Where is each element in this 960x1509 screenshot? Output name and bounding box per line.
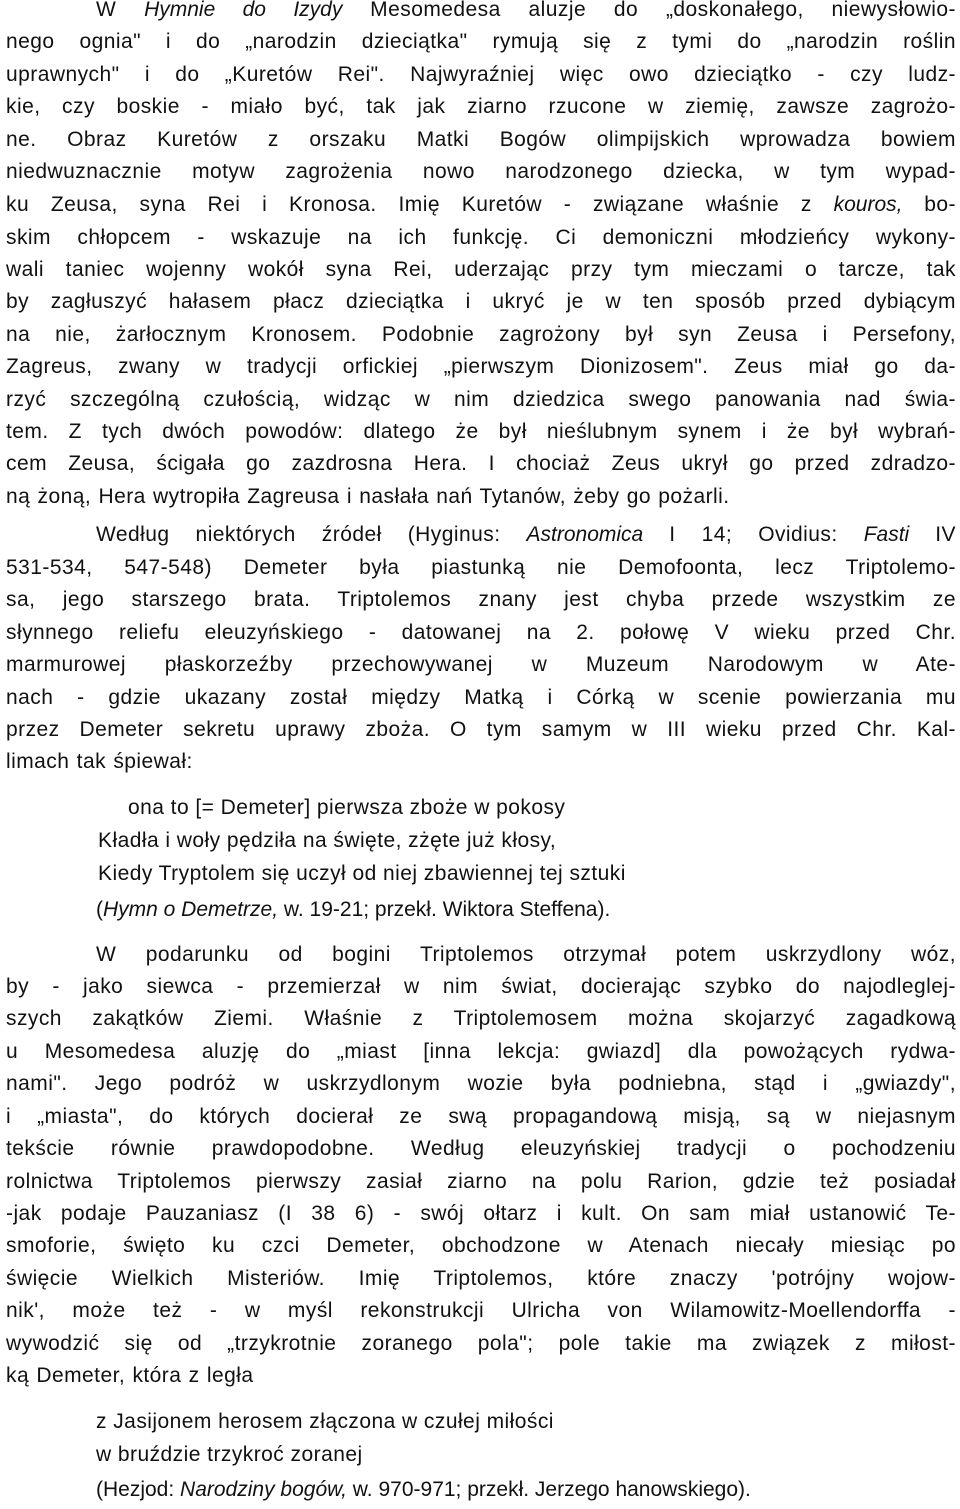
text-span: IV [909,523,956,546]
text-line: limach tak śpiewał: [6,750,193,773]
text-line: święcie Wielkich Misteriów. Imię Triptolemos, które znaczy 'potrójny wojow- [6,1267,956,1290]
text-line: nego ognia" i do „narodzin dzieciątka" rymują się z tymi do „narodzin roślin [6,30,956,53]
text-line: szych zakątków Ziemi. Właśnie z Triptolemosem można skojarzyć zagadkową [6,1007,956,1030]
italic-term: kouros, [833,193,903,216]
text-line: cem Zeusa, ścigała go zazdrosna Hera. I chociaż Zeus ukrył go przed zdradzo- [6,452,956,475]
text-span: w. 970-971; przekł. Jerzego hanowskiego). [346,1478,751,1501]
verse-line: w bruździe trzykroć zoranej [96,1443,363,1466]
text-line: marmurowej płaskorzeźby przechowywanej w Muzeum Narodowym w Ate- [6,653,956,676]
verse-line: Kiedy Tryptolem się uczył od niej zbawiennej tej sztuki [98,862,626,885]
text-line: uprawnych" i do „Kuretów Rei". Najwyraźniej więc owo dzieciątko - czy ludz- [6,63,956,86]
verse-line: Kładła i woły pędziła na święte, zżęte już kłosy, [98,829,557,852]
text-span: (Hezjod: [96,1478,181,1501]
text-line: ką Demeter, która z legła [6,1364,254,1387]
quote-citation [96,894,610,926]
text-line [96,519,956,551]
text-line: nach - gdzie ukazany został między Matką i Córką w scenie powierzania mu [6,686,956,709]
text-span: Mesomedesa aluzje do „doskonałego, niewysłowio- [342,0,956,21]
italic-title: Fasti [863,523,910,546]
text-line: słynnego reliefu eleuzyńskiego - datowanej na 2. połowę V wieku przed Chr. [6,621,956,644]
text-span: bo- [902,193,956,216]
text-line: W podarunku od bogini Triptolemos otrzymał potem uskrzydlony wóz, [96,943,956,966]
text-line: na nie, żarłocznym Kronosem. Podobnie zagrożony był syn Zeusa i Persefony, [6,323,956,346]
text-line [96,0,956,26]
text-span: ( [96,898,103,921]
text-line: niedwuznacznie motyw zagrożenia nowo narodzonego dziecka, w tym wypad- [6,160,956,183]
text-line: by - jako siewca - przemierzał w nim świat, docierając szybko do najodleglej- [6,975,956,998]
text-line: Zagreus, zwany w tradycji orfickiej „pierwszym Dionizosem". Zeus miał go da- [6,355,956,378]
text-line: -jak podaje Pauzaniasz (I 38 6) - swój ołtarz i kult. On sam miał ustanowić Te- [6,1202,956,1225]
italic-title: Astronomica [526,523,644,546]
italic-title: Hymn o Demetrze, [103,898,279,921]
text-line: by zagłuszyć hałasem płacz dzieciątka i ukryć je w ten sposób przed dybiącym [6,290,956,313]
text-line: wali taniec wojenny wokół syna Rei, uderzając przy tym mieczami o tarcze, tak [6,258,956,281]
text-span: ku Zeusa, syna Rei i Kronosa. Imię Kuretów - związane właśnie z [6,193,812,216]
text-span: W [96,0,145,21]
text-line: ną żoną, Hera wytropiła Zagreusa i nasłała nań Tytanów, żeby go pożarli. [6,485,730,508]
text-line: tem. Z tych dwóch powodów: dlatego że był nieślubnym synem i że był wybrań- [6,420,956,443]
text-line: nami". Jego podróż w uskrzydlonym wozie była podniebna, stąd i „gwiazdy", [6,1072,956,1095]
text-line: rolnictwa Triptolemos pierwszy zasiał ziarno na polu Rarion, gdzie też posiadał [6,1170,956,1193]
verse-line: ona to [= Demeter] pierwsza zboże w pokosy [128,796,566,819]
text-span: Według niektórych źródeł (Hyginus: [96,523,527,546]
text-line: kie, czy boskie - miało być, tak jak ziarno rzucone w ziemię, zawsze zagrożo- [6,95,956,118]
text-line: przez Demeter sekretu uprawy zboża. O tym samym w III wieku przed Chr. Kal- [6,718,956,741]
text-line: nik', może też - w myśl rekonstrukcji Ulricha von Wilamowitz-Moellendorffa - [6,1299,956,1322]
quote-citation [96,1474,751,1506]
text-span: I 14; Ovidius: [643,523,864,546]
italic-title: Hymnie do Izydy [144,0,343,21]
text-line: sa, jego starszego brata. Triptolemos znany jest chyba przede wszystkim ze [6,588,956,611]
verse-line: z Jasijonem herosem złączona w czułej miłości [96,1410,554,1433]
text-line [6,189,956,221]
text-line: skim chłopcem - wskazuje na ich funkcję. Ci demoniczni młodzieńcy wykony- [6,226,956,249]
text-line: u Mesomedesa aluzję do „miast [inna lekcja: gwiazd] dla powożących rydwa- [6,1040,956,1063]
text-line: 531-534, 547-548) Demeter była piastunką nie Demofoonta, lecz Triptolemo- [6,556,956,579]
text-line: wywodzić się od „trzykrotnie zoranego pola"; pole takie ma związek z miłost- [6,1332,956,1355]
text-line: ne. Obraz Kuretów z orszaku Matki Bogów olimpijskich wprowadza bowiem [6,128,956,151]
text-span: w. 19-21; przekł. Wiktora Steffena). [278,898,611,921]
text-line: rzyć szczególną czułością, widząc w nim dziedzica swego panowania nad świa- [6,388,956,411]
text-line: smoforie, święto ku czci Demeter, obchodzone w Atenach niecały miesiąc po [6,1234,956,1257]
text-line: tekście równie prawdopodobne. Według eleuzyńskiej tradycji o pochodzeniu [6,1137,956,1160]
italic-title: Narodziny bogów, [180,1478,347,1501]
text-line: i „miasta", do których docierał ze swą propagandową misją, są w niejasnym [6,1105,956,1128]
